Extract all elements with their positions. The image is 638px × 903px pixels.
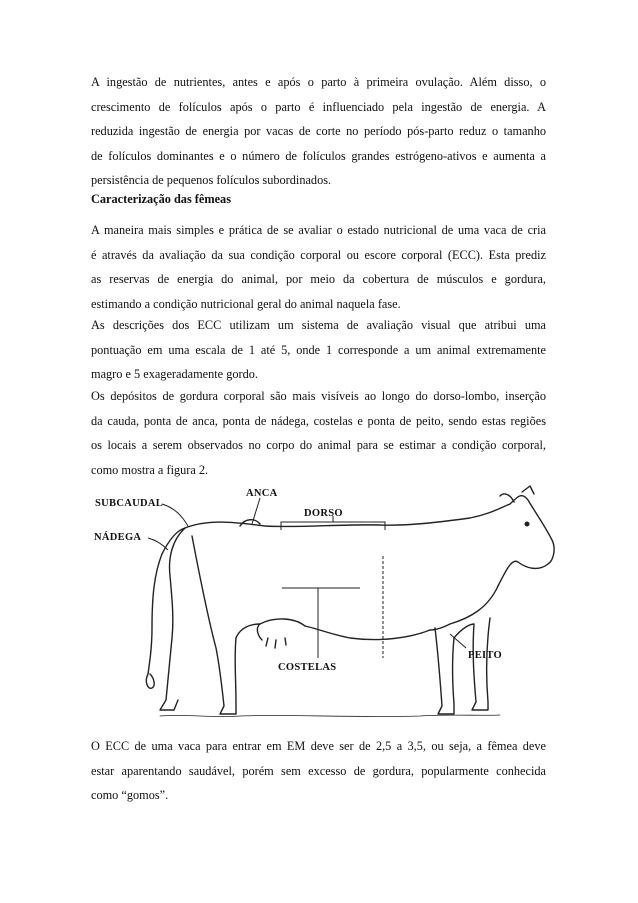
paragraph-ecc-target	[91, 734, 546, 808]
text-line: crescimento de folículos após o parto é influenciado pela ingestão de energia. A	[91, 99, 546, 114]
text-line: A ingestão de nutrientes, antes e após o parto à primeira ovulação. Além disso, o	[91, 75, 546, 89]
paragraph-fat-deposits	[91, 384, 546, 482]
text-line: reduzida ingestão de energia por vacas de corte no período pós-parto reduz o tamanho	[91, 124, 546, 139]
text-line: As descrições dos ECC utilizam um sistema de avaliação visual que atribui uma	[91, 318, 546, 332]
text-line: os locais a serem observados no corpo do animal para se estimar a condição corporal,	[91, 438, 546, 453]
text-line: de folículos dominantes e o número de folículos grandes estrógeno-ativos e aumenta a	[91, 148, 546, 163]
label-costelas: COSTELAS	[278, 662, 337, 673]
label-nadega: NÁDEGA	[94, 532, 142, 543]
text-line: como “gomos”.	[91, 788, 169, 803]
text-line: estar aparentando saudável, porém sem excesso de gordura, popularmente conhecida	[91, 763, 546, 778]
text-line: O ECC de uma vaca para entrar em EM deve ser de 2,5 a 3,5, ou seja, a fêmea deve	[91, 739, 546, 753]
label-dorso: DORSO	[304, 508, 343, 519]
text-line: pontuação em uma escala de 1 até 5, onde 1 corresponde a um animal extremamente	[91, 342, 546, 357]
label-subcaudal: SUBCAUDAL	[95, 498, 164, 509]
text-line: Os depósitos de gordura corporal são mais visíveis ao longo do dorso-lombo, inserção	[91, 389, 546, 403]
text-line: as reservas de energia do animal, por meio da cobertura de músculos e gordura,	[91, 272, 546, 287]
text-line: persistência de pequenos folículos subordinados.	[91, 173, 332, 188]
paragraph-nutrient-intake	[91, 70, 546, 193]
label-anca: ANCA	[246, 488, 278, 499]
text-line: estimando a condição nutricional geral do animal naquela fase.	[91, 296, 401, 311]
text-line: como mostra a figura 2.	[91, 462, 209, 477]
text-line: A maneira mais simples e prática de se avaliar o estado nutricional de uma vaca de cria	[91, 223, 546, 237]
paragraph-body-condition	[91, 218, 546, 316]
cow-diagram	[90, 478, 560, 723]
cow-body-regions-figure	[90, 478, 560, 723]
section-heading: Caracterização das fêmeas	[91, 192, 231, 206]
cow-outline	[146, 486, 554, 717]
label-peito: PEITO	[468, 650, 502, 661]
paragraph-ecc-scale	[91, 313, 546, 387]
text-line: é através da avaliação da sua condição corporal ou escore corporal (ECC). Esta prediz	[91, 247, 546, 262]
text-line: da cauda, ponta de anca, ponta de nádega, costelas e ponta de peito, sendo estas regiões	[91, 413, 546, 428]
text-line: magro e 5 exageradamente gordo.	[91, 367, 258, 382]
